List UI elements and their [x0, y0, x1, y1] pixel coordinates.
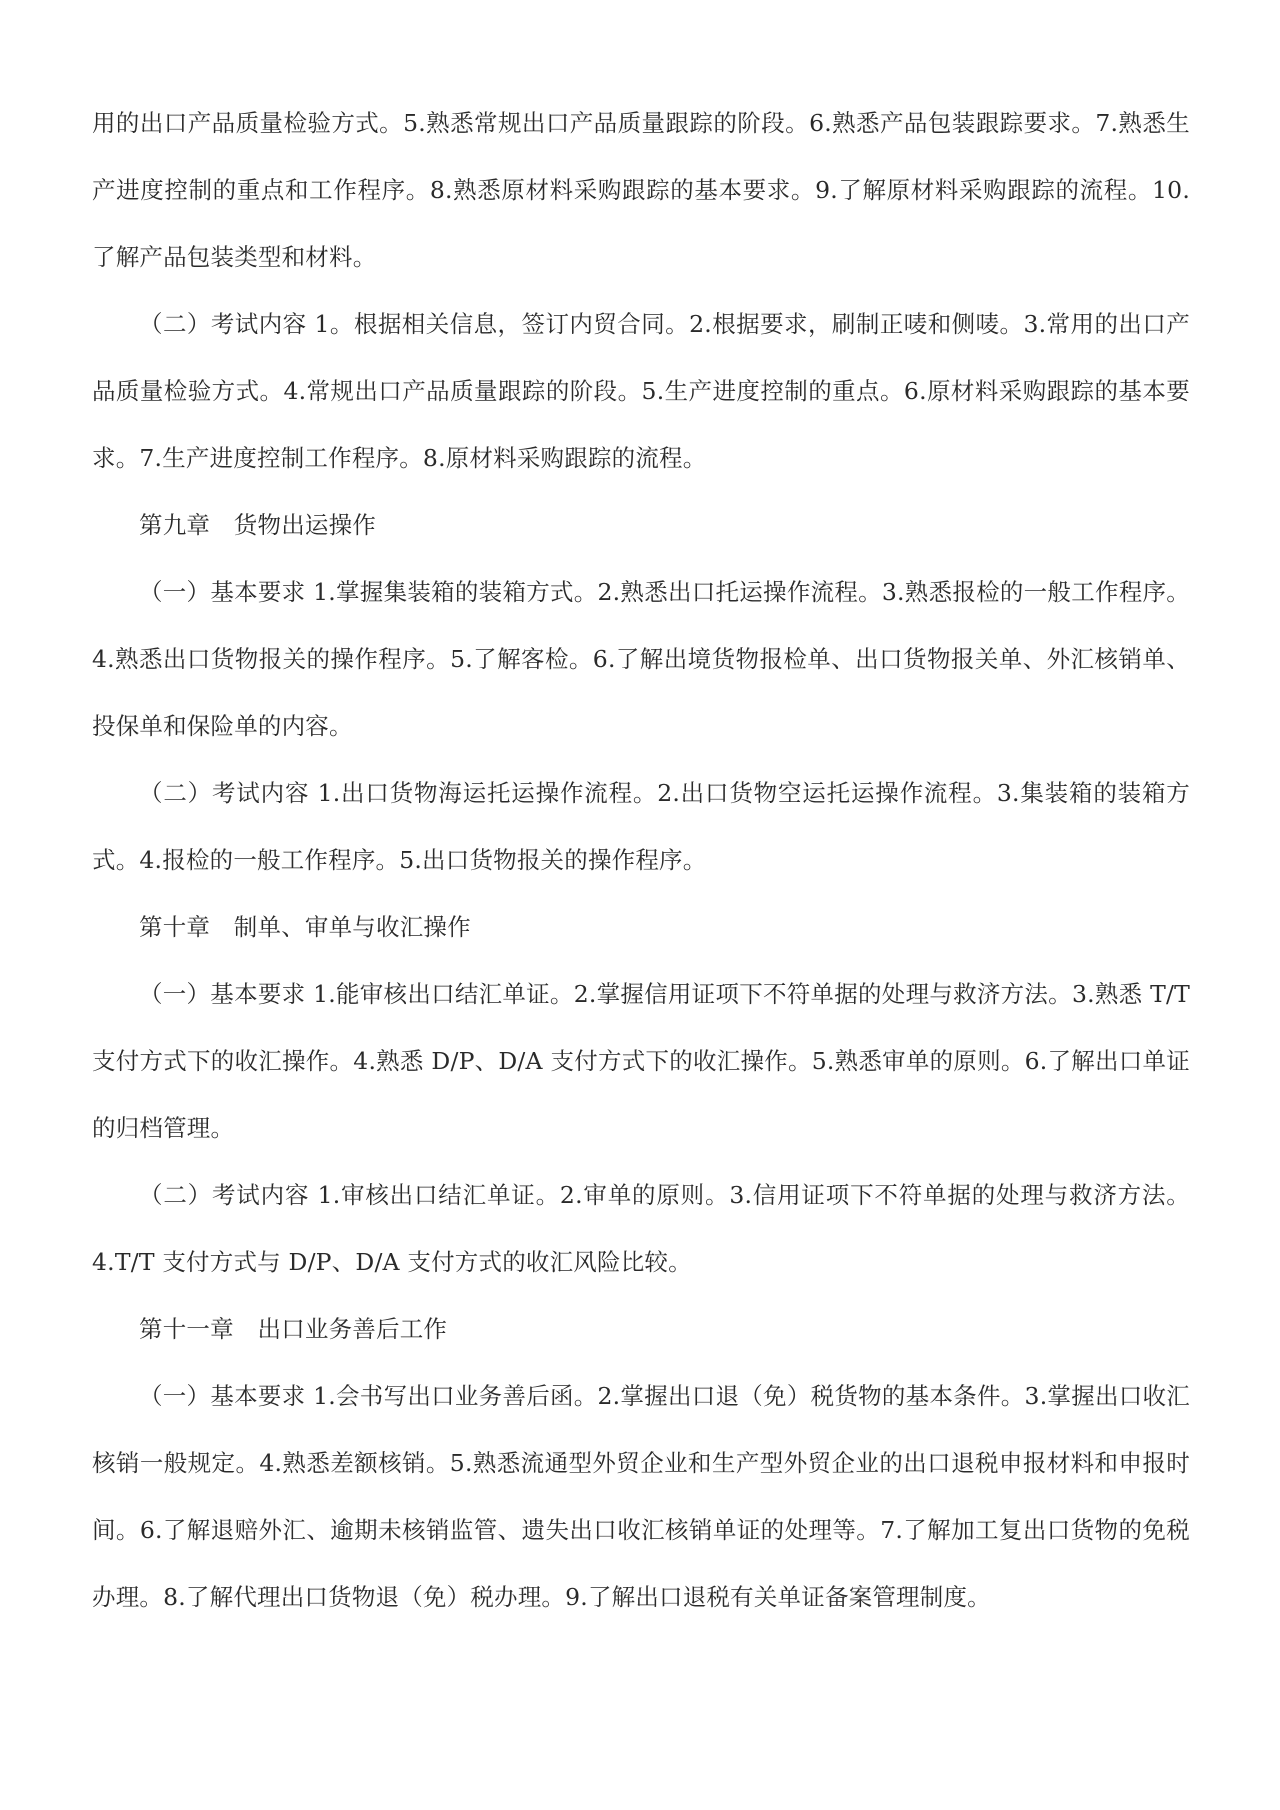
document-page [92, 90, 1190, 1631]
paragraph-basic-requirements-ch10: （一）基本要求 1.能审核出口结汇单证。2.掌握信用证项下不符单据的处理与救济方法。3.熟悉 T/T 支付方式下的收汇操作。4.熟悉 D/P、D/A 支付方式下的收汇操作。5.熟悉审单的原则。6.了解出口单证的归档管理。 [92, 980, 1190, 1142]
paragraph-basic-requirements-ch11: （一）基本要求 1.会书写出口业务善后函。2.掌握出口退（免）税货物的基本条件。3.掌握出口收汇核销一般规定。4.熟悉差额核销。5.熟悉流通型外贸企业和生产型外贸企业的出口退税申报材料和申报时间。6.了解退赔外汇、逾期未核销监管、遗失出口收汇核销单证的处理等。7.了解加工复出口货物的免税办理。8.了解代理出口货物退（免）税办理。9.了解出口退税有关单证备案管理制度。 [92, 1382, 1190, 1611]
chapter-heading-9: 第九章 货物出运操作 [139, 511, 376, 539]
chapter-heading-11: 第十一章 出口业务善后工作 [139, 1315, 448, 1343]
chapter-heading-10: 第十章 制单、审单与收汇操作 [139, 913, 471, 941]
paragraph-exam-content-ch9: （二）考试内容 1.出口货物海运托运操作流程。2.出口货物空运托运操作流程。3.集装箱的装箱方式。4.报检的一般工作程序。5.出口货物报关的操作程序。 [92, 779, 1190, 874]
paragraph-continuation: 用的出口产品质量检验方式。5.熟悉常规出口产品质量跟踪的阶段。6.熟悉产品包装跟踪要求。7.熟悉生产进度控制的重点和工作程序。8.熟悉原材料采购跟踪的基本要求。9.了解原材料采购跟踪的流程。10.了解产品包装类型和材料。 [92, 109, 1190, 271]
paragraph-exam-content-ch8: （二）考试内容 1。根据相关信息，签订内贸合同。2.根据要求，刷制正唛和侧唛。3.常用的出口产品质量检验方式。4.常规出口产品质量跟踪的阶段。5.生产进度控制的重点。6.原材料采购跟踪的基本要求。7.生产进度控制工作程序。8.原材料采购跟踪的流程。 [92, 310, 1190, 472]
paragraph-exam-content-ch10: （二）考试内容 1.审核出口结汇单证。2.审单的原则。3.信用证项下不符单据的处理与救济方法。4.T/T 支付方式与 D/P、D/A 支付方式的收汇风险比较。 [92, 1181, 1190, 1276]
paragraph-basic-requirements-ch9: （一）基本要求 1.掌握集装箱的装箱方式。2.熟悉出口托运操作流程。3.熟悉报检的一般工作程序。4.熟悉出口货物报关的操作程序。5.了解客检。6.了解出境货物报检单、出口货物报关单、外汇核销单、投保单和保险单的内容。 [92, 578, 1190, 740]
